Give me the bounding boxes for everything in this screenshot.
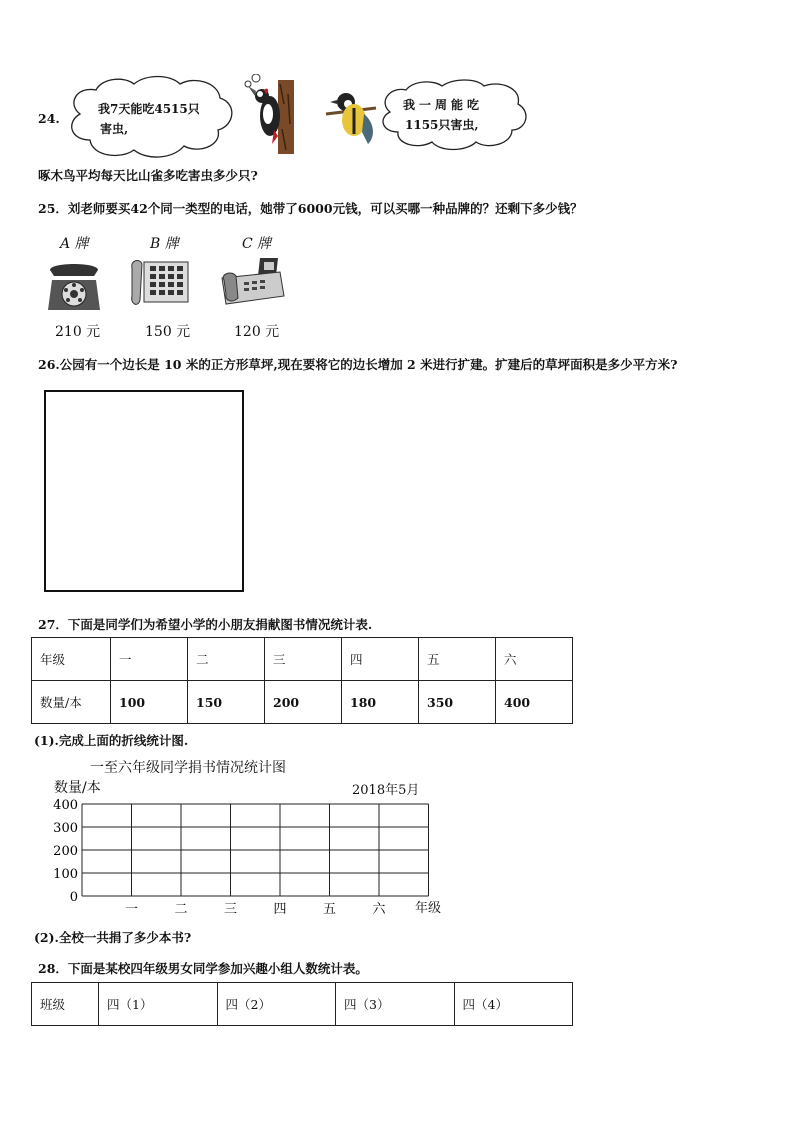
fax-phone-icon bbox=[218, 254, 288, 310]
donation-line-chart bbox=[30, 752, 470, 922]
table-header-class: 班级 bbox=[32, 983, 99, 1026]
chart-y-tick: 0 bbox=[69, 890, 78, 905]
table-cell: 四 bbox=[342, 638, 419, 681]
table-cell: 二 bbox=[188, 638, 265, 681]
titmouse-bubble-line1: 我一周能吃 bbox=[403, 98, 484, 112]
table-cell: 五 bbox=[419, 638, 496, 681]
chart-x-tick: 一 bbox=[124, 902, 139, 917]
rotary-phone-icon bbox=[44, 254, 104, 314]
table-cell: 六 bbox=[496, 638, 573, 681]
table-cell: 150 bbox=[188, 681, 265, 724]
chart-ylabel: 数量/本 bbox=[54, 780, 101, 796]
donation-table bbox=[31, 637, 573, 724]
titmouse-icon bbox=[324, 88, 380, 146]
question-27-sub1: (1).完成上面的折线统计图. bbox=[34, 733, 189, 748]
table-cell: 一 bbox=[111, 638, 188, 681]
brand-b-price: 150 元 bbox=[145, 324, 191, 340]
brand-a-price: 210 元 bbox=[55, 324, 101, 340]
chart-x-tick: 三 bbox=[223, 902, 238, 917]
chart-date-label: 2018年5月 bbox=[352, 783, 420, 798]
interest-group-table bbox=[31, 982, 573, 1026]
table-cell: 四（3） bbox=[336, 983, 455, 1026]
chart-x-tick: 四 bbox=[273, 902, 287, 917]
chart-xlabel: 年级 bbox=[415, 901, 442, 916]
table-cell: 200 bbox=[265, 681, 342, 724]
titmouse-speech-bubble bbox=[376, 78, 532, 152]
chart-y-tick: 100 bbox=[53, 867, 78, 882]
chart-title: 一至六年级同学捐书情况统计图 bbox=[90, 760, 286, 776]
question-28-text: 28．下面是某校四年级男女同学参加兴趣小组人数统计表。 bbox=[38, 961, 368, 976]
table-cell: 180 bbox=[342, 681, 419, 724]
woodpecker-icon bbox=[240, 74, 300, 156]
woodpecker-bubble-line2: 害虫, bbox=[100, 122, 129, 136]
chart-y-tick: 400 bbox=[53, 798, 78, 813]
table-cell: 四（4） bbox=[454, 983, 573, 1026]
question-24-text: 啄木鸟平均每天比山雀多吃害虫多少只? bbox=[38, 168, 258, 183]
table-cell: 三 bbox=[265, 638, 342, 681]
brand-b-label: B 牌 bbox=[150, 236, 179, 252]
square-lawn-diagram bbox=[44, 390, 244, 592]
keypad-phone-icon bbox=[128, 256, 192, 308]
table-header-grade: 年级 bbox=[32, 638, 111, 681]
woodpecker-speech-bubble bbox=[62, 74, 242, 164]
titmouse-bubble-line2: 1155只害虫, bbox=[405, 118, 479, 132]
question-27-sub2: (2).全校一共捐了多少本书? bbox=[34, 930, 192, 945]
chart-x-tick: 五 bbox=[322, 902, 337, 917]
question-25-text: 25．刘老师要买42个同一类型的电话，她带了6000元钱，可以买哪一种品牌的？还剩下多少钱？ bbox=[38, 201, 583, 216]
table-cell: 400 bbox=[496, 681, 573, 724]
table-cell: 四（2） bbox=[217, 983, 336, 1026]
brand-a-label: A 牌 bbox=[60, 236, 89, 252]
chart-y-tick: 300 bbox=[53, 821, 78, 836]
brand-c-price: 120 元 bbox=[234, 324, 280, 340]
question-26-text: 26.公园有一个边长是 10 米的正方形草坪,现在要将它的边长增加 2 米进行扩建。扩建后的草坪面积是多少平方米? bbox=[38, 357, 678, 372]
question-24-number: 24. bbox=[38, 111, 60, 126]
question-27-text: 27．下面是同学们为希望小学的小朋友捐献图书情况统计表. bbox=[38, 617, 373, 632]
chart-y-tick: 200 bbox=[53, 844, 78, 859]
table-header-quantity: 数量/本 bbox=[32, 681, 111, 724]
chart-x-tick: 六 bbox=[372, 902, 386, 917]
chart-x-tick: 二 bbox=[174, 902, 188, 917]
table-cell: 100 bbox=[111, 681, 188, 724]
table-cell: 四（1） bbox=[99, 983, 218, 1026]
table-cell: 350 bbox=[419, 681, 496, 724]
brand-c-label: C 牌 bbox=[242, 236, 272, 252]
woodpecker-bubble-line1: 我7天能吃4515只 bbox=[98, 102, 200, 116]
